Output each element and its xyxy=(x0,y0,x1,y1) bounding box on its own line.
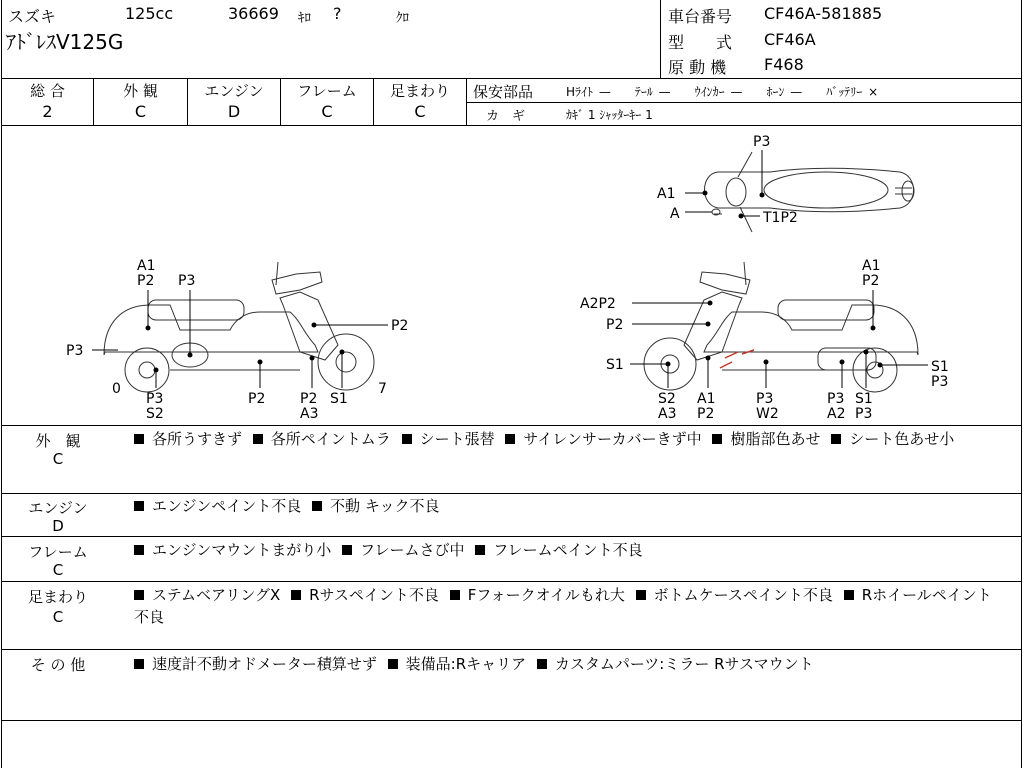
note-item xyxy=(134,430,242,448)
note-item-text: ボトムケースペイント不良 xyxy=(653,586,833,604)
displacement: 125cc xyxy=(125,4,174,23)
bullet-square-icon xyxy=(134,545,144,555)
label-left: P2 xyxy=(391,318,409,334)
note-item xyxy=(402,430,495,448)
note-item-text: 樹脂部色あせ xyxy=(730,430,821,448)
note-item-text: 速度計不動オドメーター積算せず xyxy=(152,655,377,673)
label-left: P3 xyxy=(66,343,84,359)
bullet-square-icon xyxy=(253,434,263,444)
note-item xyxy=(134,541,331,559)
label-top: A xyxy=(670,206,680,222)
engine-value: F468 xyxy=(764,55,804,74)
grade-header-suspension: 足まわり xyxy=(389,82,450,100)
note-item xyxy=(475,541,642,559)
label-right: W2 xyxy=(756,406,779,422)
note-item-text: サイレンサーカバーきず中 xyxy=(523,430,702,448)
note-item xyxy=(831,430,954,448)
label-right: A1 xyxy=(862,258,881,274)
bullet-square-icon xyxy=(636,590,646,600)
note-suspension-grade: C xyxy=(52,608,64,626)
bullet-square-icon xyxy=(844,590,854,600)
color: ｸﾛ xyxy=(396,11,409,26)
grade-engine: D xyxy=(227,102,241,121)
note-other-label: そ の 他 xyxy=(30,656,86,674)
label-left: S2 xyxy=(146,406,164,422)
note-item-text: 各所うすきず xyxy=(152,430,243,448)
label-right: S2 xyxy=(658,391,676,407)
bullet-square-icon xyxy=(475,545,485,555)
note-frame-label: フレーム xyxy=(28,543,88,561)
label-right: S1 xyxy=(606,357,624,373)
label-left: A3 xyxy=(300,406,319,422)
note-engine-grade: D xyxy=(52,517,64,535)
note-item-text: カスタムパーツ:ミラー Rサスマウント xyxy=(554,655,814,673)
grade-header-frame: フレーム xyxy=(297,82,357,100)
safety-label: 保安部品 xyxy=(473,83,534,101)
note-item xyxy=(291,586,439,604)
mileage-unit: ｷﾛ xyxy=(298,11,311,26)
label-right: A2 xyxy=(827,406,846,422)
frame-no: CF46A-581885 xyxy=(764,4,883,23)
rust-mark xyxy=(720,350,754,368)
label-right: P2 xyxy=(862,273,880,289)
grade-header-engine: エンジン xyxy=(204,82,264,100)
bullet-square-icon xyxy=(505,434,515,444)
note-item xyxy=(712,430,820,448)
grade-suspension: C xyxy=(414,102,426,121)
label-left: P2 xyxy=(248,391,266,407)
label-left: A1 xyxy=(137,258,156,274)
label-right: S1 xyxy=(931,359,949,375)
label-right: A1 xyxy=(697,391,716,407)
grade-overall: 2 xyxy=(42,102,53,121)
safety-items: Hﾗｲﾄ — ﾃｰﾙ — ｳｲﾝｶｰ — ﾎｰﾝ — ﾊﾞｯﾃﾘｰ × xyxy=(566,85,879,99)
note-item xyxy=(505,430,701,448)
grade-frame: C xyxy=(321,102,333,121)
note-suspension-items xyxy=(134,584,1004,628)
note-item xyxy=(537,655,814,673)
note-exterior-label: 外 観 xyxy=(35,432,81,450)
mileage: 36669 xyxy=(228,4,279,23)
note-item-text: シート張替 xyxy=(419,430,495,448)
note-item-text: 不動 キック不良 xyxy=(330,497,440,515)
engine-label: 原 動 機 xyxy=(668,58,727,77)
frame-no-label: 車台番号 xyxy=(668,7,733,26)
grade-exterior: C xyxy=(134,102,147,121)
note-item xyxy=(636,586,833,604)
note-item-text: フレームペイント不良 xyxy=(493,541,643,559)
type-value: CF46A xyxy=(764,30,816,49)
grade-header-overall: 総 合 xyxy=(30,82,65,100)
note-item xyxy=(134,655,377,673)
label-right: S1 xyxy=(855,391,873,407)
note-item-text: ステムベアリングX xyxy=(152,586,281,604)
note-item-text: エンジンペイント不良 xyxy=(152,497,302,515)
grade-header-exterior: 外 観 xyxy=(123,82,158,100)
label-right: A3 xyxy=(658,406,677,422)
bullet-square-icon xyxy=(712,434,722,444)
note-suspension-label: 足まわり xyxy=(27,588,88,606)
label-right: P3 xyxy=(756,391,774,407)
note-item-text: Rホイールペイント不良 xyxy=(134,586,992,626)
model-name: ｱﾄﾞﾚｽV125G xyxy=(6,30,124,54)
bullet-square-icon xyxy=(134,434,144,444)
note-frame-grade: C xyxy=(52,561,64,579)
bullet-square-icon xyxy=(342,545,352,555)
note-item-text: 各所ペイントムラ xyxy=(270,430,391,448)
note-item xyxy=(342,541,464,559)
bullet-square-icon xyxy=(450,590,460,600)
bullet-square-icon xyxy=(831,434,841,444)
label-top: P3 xyxy=(753,134,771,150)
label-left: P2 xyxy=(137,273,155,289)
note-item-text: Fフォークオイルもれ大 xyxy=(467,586,625,604)
note-item-text: 装備品:Rキャリア xyxy=(405,655,527,673)
note-item xyxy=(312,497,439,515)
label-left: P3 xyxy=(146,391,164,407)
label-left: 0 xyxy=(112,381,121,397)
note-item-text: Rサスペイント不良 xyxy=(309,586,439,604)
maker: スズキ xyxy=(8,7,57,26)
note-item-text: フレームさび中 xyxy=(360,541,465,559)
mileage-flag: ? xyxy=(333,4,342,23)
bullet-square-icon xyxy=(134,501,144,511)
label-right: P2 xyxy=(697,406,715,422)
scooter-top-view xyxy=(705,152,915,232)
note-exterior-grade: C xyxy=(52,450,64,468)
label-left: S1 xyxy=(330,391,348,407)
note-item-text: シート色あせ小 xyxy=(849,430,955,448)
note-item xyxy=(388,655,526,673)
label-left: P3 xyxy=(178,273,196,289)
bullet-square-icon xyxy=(134,590,144,600)
note-engine-label: エンジン xyxy=(28,499,88,517)
label-top: T1P2 xyxy=(763,210,798,226)
note-item-text: エンジンマウントまがり小 xyxy=(152,541,332,559)
label-right: P3 xyxy=(931,374,949,390)
bullet-square-icon xyxy=(312,501,322,511)
label-left: 7 xyxy=(378,381,387,397)
bullet-square-icon xyxy=(537,659,547,669)
label-right: P2 xyxy=(606,317,624,333)
note-frame-items xyxy=(134,539,1004,561)
bullet-square-icon xyxy=(388,659,398,669)
type-label: 型 式 xyxy=(668,33,733,52)
note-item xyxy=(253,430,391,448)
note-item xyxy=(134,497,301,515)
note-item xyxy=(450,586,625,604)
label-right: P3 xyxy=(855,406,873,422)
note-exterior-items xyxy=(134,428,1004,450)
key-label: カ ギ xyxy=(486,109,526,124)
bullet-square-icon xyxy=(402,434,412,444)
note-item xyxy=(134,586,280,604)
label-right: A2P2 xyxy=(580,296,616,312)
bullet-square-icon xyxy=(291,590,301,600)
label-top: A1 xyxy=(657,186,676,202)
key-value: ｶｷﾞ 1 ｼｬｯﾀｰｷｰ 1 xyxy=(566,108,653,122)
label-right: P3 xyxy=(827,391,845,407)
note-engine-items xyxy=(134,495,1004,517)
note-other-items xyxy=(134,653,1004,675)
label-left: P2 xyxy=(300,391,318,407)
bullet-square-icon xyxy=(134,659,144,669)
